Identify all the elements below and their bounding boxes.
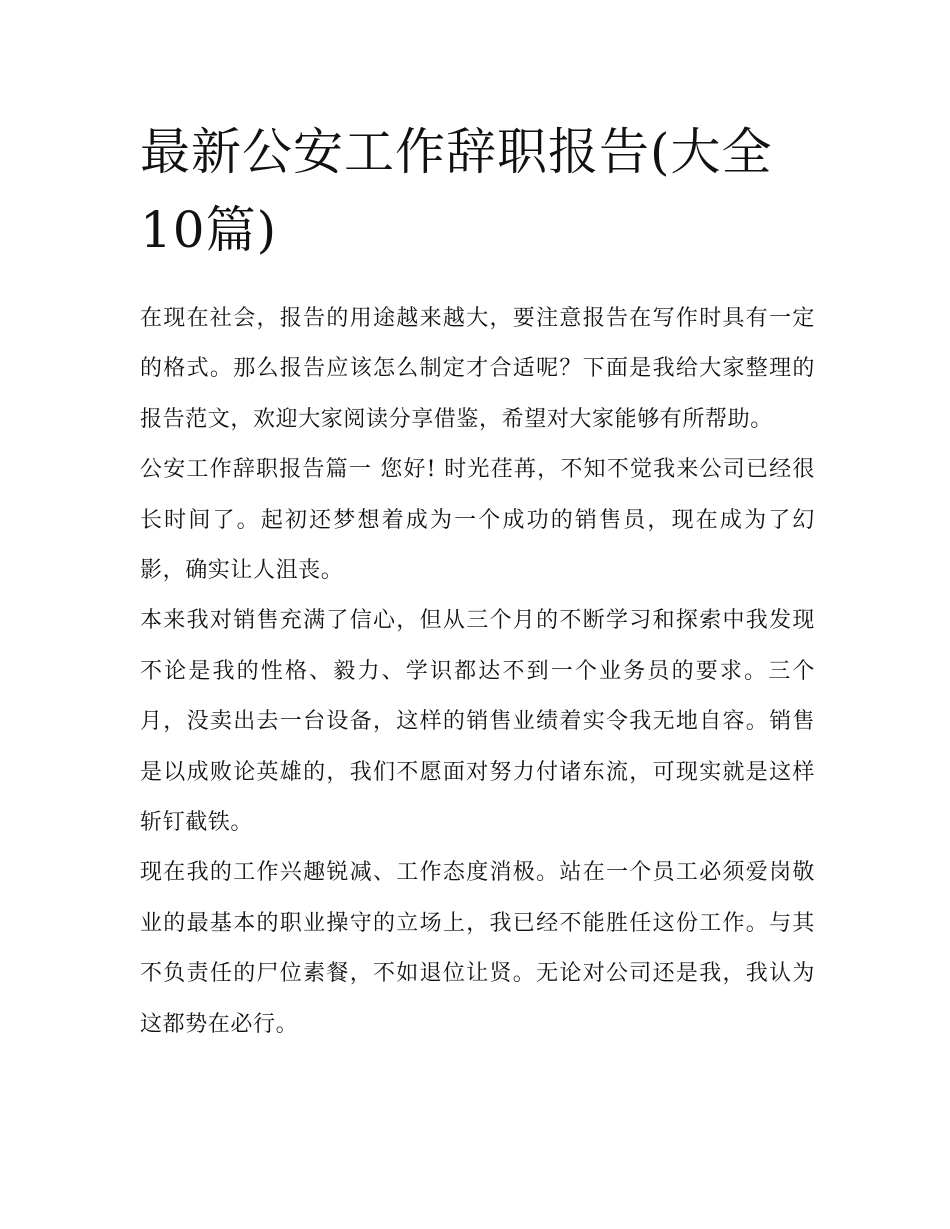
- paragraph-intro: 在现在社会，报告的用途越来越大，要注意报告在写作时具有一定的格式。那么报告应该怎么制定才合适呢？下面是我给大家整理的报告范文，欢迎大家阅读分享借鉴，希望对大家能够有所帮助。: [140, 306, 815, 432]
- paragraph-1: 公安工作辞职报告篇一 您好! 时光荏苒，不知不觉我来公司已经很长时间了。起初还梦想着成为一个成功的销售员，现在成为了幻影，确实让人沮丧。: [140, 457, 815, 584]
- document-content: [140, 113, 815, 1050]
- document-title: 最新公安工作辞职报告(大全10篇): [140, 123, 773, 259]
- paragraph-3: 现在我的工作兴趣锐减、工作态度消极。站在一个员工必须爱岗敬业的最基本的职业操守的立场上，我已经不能胜任这份工作。与其不负责任的尸位素餐，不如退位让贤。无论对公司还是我，我认为这都势在必行。: [140, 860, 815, 1037]
- document-body: [140, 294, 815, 1050]
- paragraph-2: 本来我对销售充满了信心，但从三个月的不断学习和探索中我发现不论是我的性格、毅力、学识都达不到一个业务员的要求。三个月，没卖出去一台设备，这样的销售业绩着实令我无地自容。销售是以成败论英雄的，我们不愿面对努力付诸东流，可现实就是这样斩钉截铁。: [140, 608, 815, 836]
